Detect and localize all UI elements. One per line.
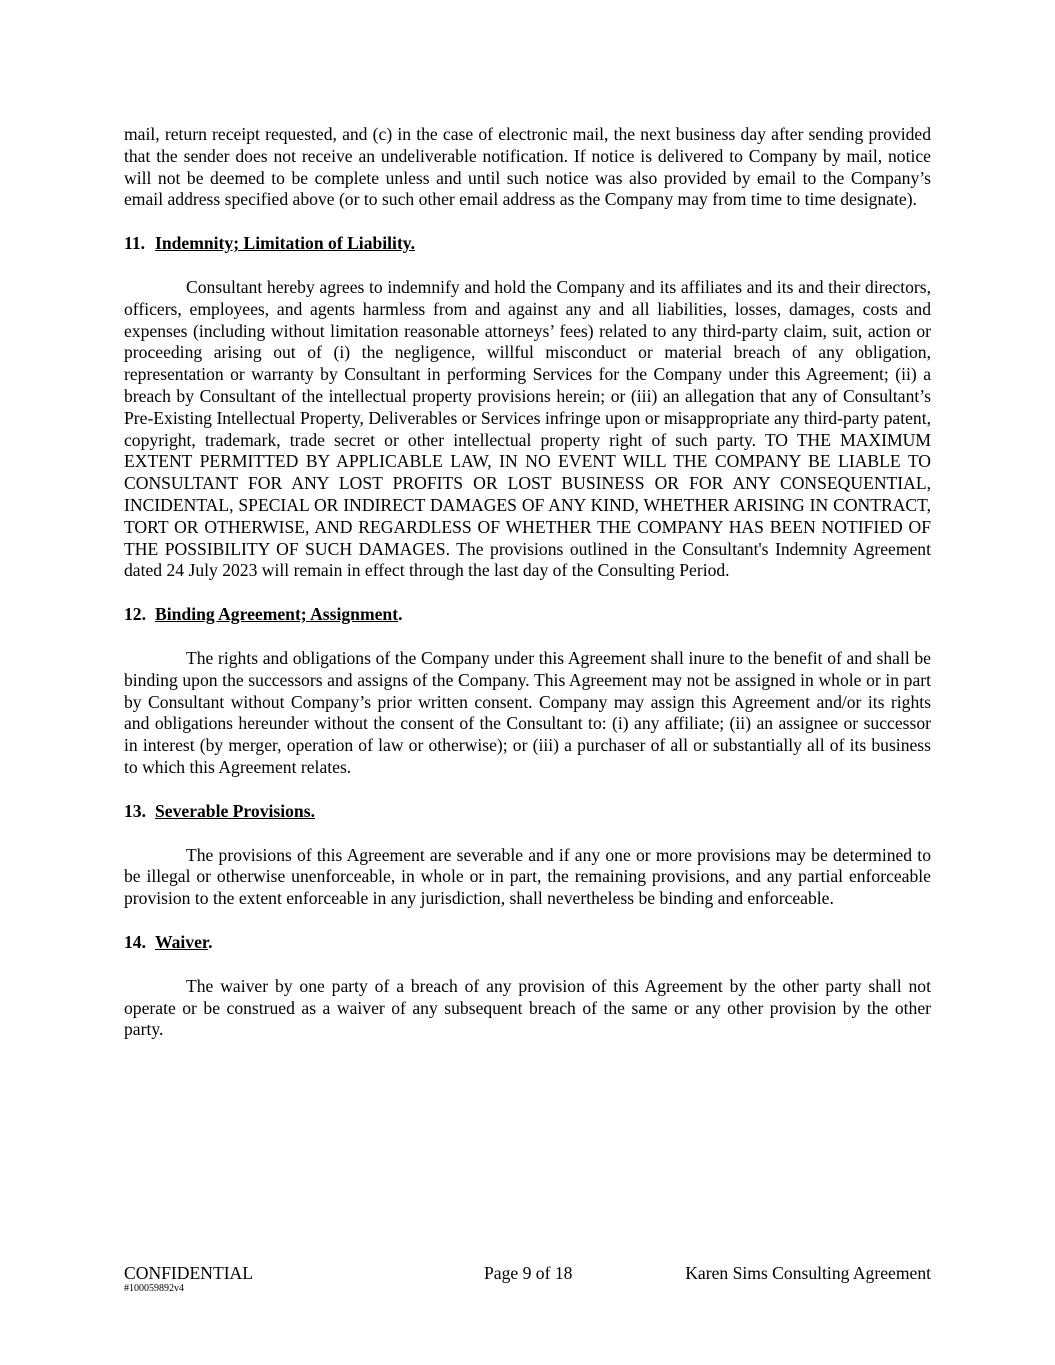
document-number: #100059892v4 <box>124 1283 184 1294</box>
section-title: Indemnity; Limitation of Liability. <box>155 233 416 254</box>
section-title-suffix: . <box>208 931 213 952</box>
section-12-heading <box>124 604 931 626</box>
section-11-heading <box>124 233 931 255</box>
section-11-body: Consultant hereby agrees to indemnify and hold the Company and its affiliates and its and their directors, officers, employees, and agents harmless from and against any and all liabilities, losses, damages, costs and expenses (including without limitation reasonable attorneys’ fees) related to any third-party claim, suit, action or proceeding arising out of (i) the negligence, willful misconduct or material breach of any obligation, representation or warranty by Consultant in performing Services for the Company under this Agreement; (ii) a breach by Consultant of the intellectual property provisions herein; or (iii) an allegation that any of Consultant’s Pre-Existing Intellectual Property, Deliverables or Services infringe upon or misappropriate any third-party patent, copyright, trademark, trade secret or other intellectual property right of such party. TO THE MAXIMUM EXTENT PERMITTED BY APPLICABLE LAW, IN NO EVENT WILL THE COMPANY BE LIABLE TO CONSULTANT FOR ANY LOST PROFITS OR LOST BUSINESS OR FOR ANY CONSEQUENTIAL, INCIDENTAL, SPECIAL OR INDIRECT DAMAGES OF ANY KIND, WHETHER ARISING IN CONTRACT, TORT OR OTHERWISE, AND REGARDLESS OF WHETHER THE COMPANY HAS BEEN NOTIFIED OF THE POSSIBILITY OF SUCH DAMAGES. The provisions outlined in the Consultant's Indemnity Agreement dated 24 July 2023 will remain in effect through the last day of the Consulting Period. <box>124 276 931 581</box>
section-14-heading <box>124 932 931 954</box>
section-number: 13. <box>124 800 146 821</box>
document-page <box>124 124 931 1041</box>
section-title: Waiver <box>155 931 209 952</box>
document-title: Karen Sims Consulting Agreement <box>685 1263 931 1283</box>
section-14-body: The waiver by one party of a breach of any provision of this Agreement by the other party shall not operate or be construed as a waiver of any subsequent breach of the same or any other provision by the other party. <box>124 975 931 1040</box>
section-number: 14. <box>124 931 146 952</box>
section-number: 11. <box>124 233 146 254</box>
section-13-heading <box>124 801 931 823</box>
page-number: Page 9 of 18 <box>484 1263 573 1283</box>
section-12-body: The rights and obligations of the Company under this Agreement shall inure to the benefit of and shall be binding upon the successors and assigns of the Company. This Agreement may not be assigned in whole or in part by Consultant without Company’s prior written consent. Company may assign this Agreement and/or its rights and obligations hereunder without the consent of the Consultant to: (i) any affiliate; (ii) an assignee or successor in interest (by merger, operation of law or otherwise); or (iii) a purchaser of all or substantially all of its business to which this Agreement relates. <box>124 647 931 777</box>
section-13-body: The provisions of this Agreement are severable and if any one or more provisions may be determined to be illegal or otherwise unenforceable, in whole or in part, the remaining provisions, and any partial enforceable provision to the extent enforceable in any jurisdiction, shall nevertheless be binding and enforceable. <box>124 844 931 909</box>
section-number: 12. <box>124 604 146 625</box>
continuation-paragraph: mail, return receipt requested, and (c) in the case of electronic mail, the next business day after sending provided that the sender does not receive an undeliverable notification. If notice is delivered to Company by mail, notice will not be deemed to be complete unless and until such notice was also provided by email to the Company’s email address specified above (or to such other email address as the Company may from time to time designate). <box>124 124 931 210</box>
section-title: Severable Provisions. <box>155 800 315 821</box>
section-title: Binding Agreement; Assignment <box>155 604 399 625</box>
confidential-label: CONFIDENTIAL <box>124 1263 254 1283</box>
section-title-suffix: . <box>398 604 403 625</box>
